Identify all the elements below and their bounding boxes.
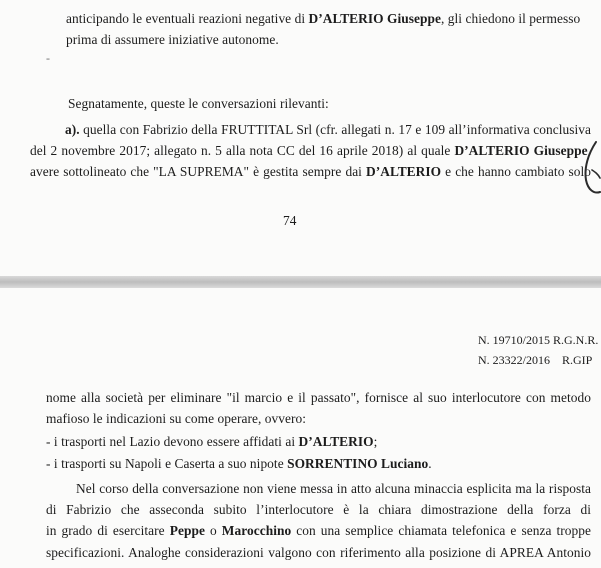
text-segment: , gli chiedono il permesso — [440, 11, 581, 26]
case-code: R.GIP — [562, 353, 593, 367]
text-segment: . — [428, 456, 432, 471]
paragraph-line-3 — [46, 522, 591, 540]
bottom-line-1: nome alla società per eliminare "il marcio e il passato", fornisce al suo interlocutore con metodo — [46, 390, 591, 405]
person-name: D’ALTERIO Giuseppe — [454, 143, 588, 158]
case-number: N. 19710/2015 — [478, 333, 550, 347]
text-segment: ; — [373, 434, 378, 449]
paragraph-line-1: Nel corso della conversazione non viene messa in atto alcuna minaccia esplicita ma la risposta — [76, 481, 591, 496]
item-a-line-3 — [30, 163, 591, 181]
paragraph-line-2: di Fabrizio che asseconda subito l’interlocutore è la chiara dimostrazione della forza di — [46, 502, 591, 517]
paragraph-line-4: specificazioni. Analoghe considerazioni valgono con riferimento alla posizione di APREA Antonio — [46, 545, 591, 560]
page-separator — [0, 276, 601, 288]
bullet-item-2 — [46, 455, 432, 473]
case-number-rgnr — [478, 332, 598, 348]
case-code: R.G.N.R. — [553, 333, 599, 347]
text-segment: quella con Fabrizio della FRUTTITAL Srl (cfr. allegati n. 17 e 109 all’informativa conclusiva — [83, 122, 591, 137]
page-number: 74 — [283, 213, 297, 228]
item-label: a). — [65, 122, 80, 137]
text-segment: - i trasporti nel Lazio devono essere affidati ai — [46, 434, 299, 449]
stray-dash: - — [46, 51, 50, 65]
text-segment: avere sottolineato che "LA SUPREMA" è gestita sempre dai — [30, 164, 366, 179]
text-segment: anticipando le eventuali reazioni negative di — [66, 11, 309, 26]
case-number-rgip — [478, 352, 592, 368]
text-segment: in grado di esercitare — [46, 523, 170, 538]
text-segment: con una semplice chiamata telefonica e senza troppe — [291, 523, 591, 538]
case-number: N. 23322/2016 — [478, 353, 550, 367]
top-line-1 — [66, 10, 580, 28]
text-segment: e che hanno cambiato solo — [445, 164, 591, 179]
person-name: Marocchino — [221, 523, 292, 538]
intro-line: Segnatamente, queste le conversazioni rilevanti: — [68, 96, 329, 111]
text-segment: o — [204, 523, 222, 538]
person-name: D’ALTERIO Giuseppe — [308, 11, 441, 26]
person-name: SORRENTINO Luciano — [287, 456, 429, 471]
person-name: D’ALTERIO — [366, 164, 442, 179]
document-page-bottom — [0, 288, 601, 568]
text-segment: del 2 novembre 2017; allegato n. 5 alla nota CC del 16 aprile 2018) al quale — [30, 143, 455, 158]
document-page-top — [0, 0, 601, 276]
text-segment: - i trasporti su Napoli e Caserta a suo nipote — [46, 456, 288, 471]
item-a-line-1 — [65, 121, 591, 139]
text-segment: , — [587, 143, 591, 158]
handwritten-mark — [578, 140, 601, 200]
person-name: Peppe — [169, 523, 205, 538]
item-a-line-2 — [30, 142, 591, 160]
top-line-2: prima di assumere iniziative autonome. — [66, 32, 279, 47]
bullet-item-1 — [46, 433, 377, 451]
bottom-line-2: mafioso le indicazioni su come operare, ovvero: — [46, 411, 307, 426]
person-name: D’ALTERIO — [298, 434, 374, 449]
